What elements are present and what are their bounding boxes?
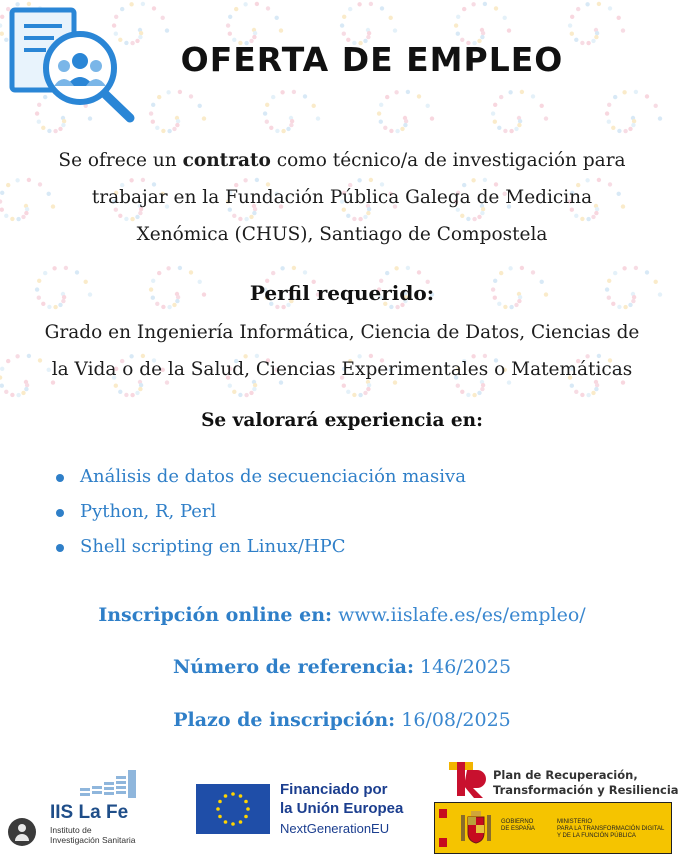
avatar-icon[interactable] <box>8 818 36 846</box>
reference-label: Número de referencia: <box>172 656 414 678</box>
spain-flag-middle <box>439 818 447 838</box>
gov-line: PARA LA TRANSFORMACIÓN DIGITAL <box>557 826 665 832</box>
eu-funding-line-3: NextGenerationEU <box>280 821 390 836</box>
gov-line: GOBIERNO <box>501 819 534 825</box>
eu-funding-line-2: la Unión Europea <box>280 800 404 817</box>
government-logo-box <box>434 802 672 854</box>
prtr-line-2: Transformación y Resiliencia <box>493 783 679 797</box>
gov-line: MINISTERIO <box>557 819 593 825</box>
profile-line-1: Grado en Ingeniería Informática, Ciencia de Datos, Ciencias de <box>44 322 640 343</box>
prtr-line-1: Plan de Recuperación, <box>493 768 638 782</box>
ministerio-text <box>557 819 669 840</box>
list-item: Análisis de datos de secuenciación masiva <box>56 466 466 501</box>
gov-line: Y DE LA FUNCIÓN PÚBLICA <box>557 833 636 839</box>
profile-line-2: la Vida o de la Salud, Ciencias Experimentales o Matemáticas <box>51 359 633 380</box>
intro-line-3: Xenómica (CHUS), Santiago de Compostela <box>136 224 548 245</box>
online-label: Inscripción online en: <box>98 604 333 626</box>
application-deadline <box>0 709 684 731</box>
online-link[interactable]: www.iislafe.es/es/empleo/ <box>338 604 586 626</box>
iis-la-fe-logo <box>50 762 170 802</box>
prtr-logo-icon <box>447 758 489 798</box>
experience-heading: Se valorará experiencia en: <box>201 410 483 431</box>
intro-line-2: trabajar en la Fundación Pública Galega de Medicina <box>91 187 593 208</box>
deadline-value: 16/08/2025 <box>401 709 511 731</box>
lafe-sub-line: Investigación Sanitaria <box>50 835 136 845</box>
lafe-name: IIS La Fe <box>50 802 129 823</box>
lafe-subtitle <box>50 825 136 845</box>
eu-flag-icon <box>196 784 270 834</box>
intro-text <box>20 142 664 253</box>
gov-line: DE ESPAÑA <box>501 826 535 832</box>
reference-number <box>0 656 684 678</box>
online-registration <box>0 604 684 626</box>
spain-coat-of-arms-icon <box>459 809 493 847</box>
list-item: Shell scripting en Linux/HPC <box>56 536 466 571</box>
intro-line-1: Se ofrece un contrato como técnico/a de investigación para <box>58 150 626 171</box>
experience-list <box>56 466 466 571</box>
reference-value: 146/2025 <box>420 656 512 678</box>
profile-heading: Perfil requerido: <box>249 281 435 305</box>
profile-text <box>20 314 664 388</box>
eu-funding-line-1: Financiado por <box>280 781 388 798</box>
page-title: OFERTA DE EMPLEO <box>180 40 564 79</box>
job-search-icon <box>6 6 138 124</box>
deadline-label: Plazo de inscripción: <box>173 709 396 731</box>
list-item: Python, R, Perl <box>56 501 466 536</box>
gobierno-text <box>501 819 551 833</box>
lafe-sub-line: Instituto de <box>50 825 92 835</box>
